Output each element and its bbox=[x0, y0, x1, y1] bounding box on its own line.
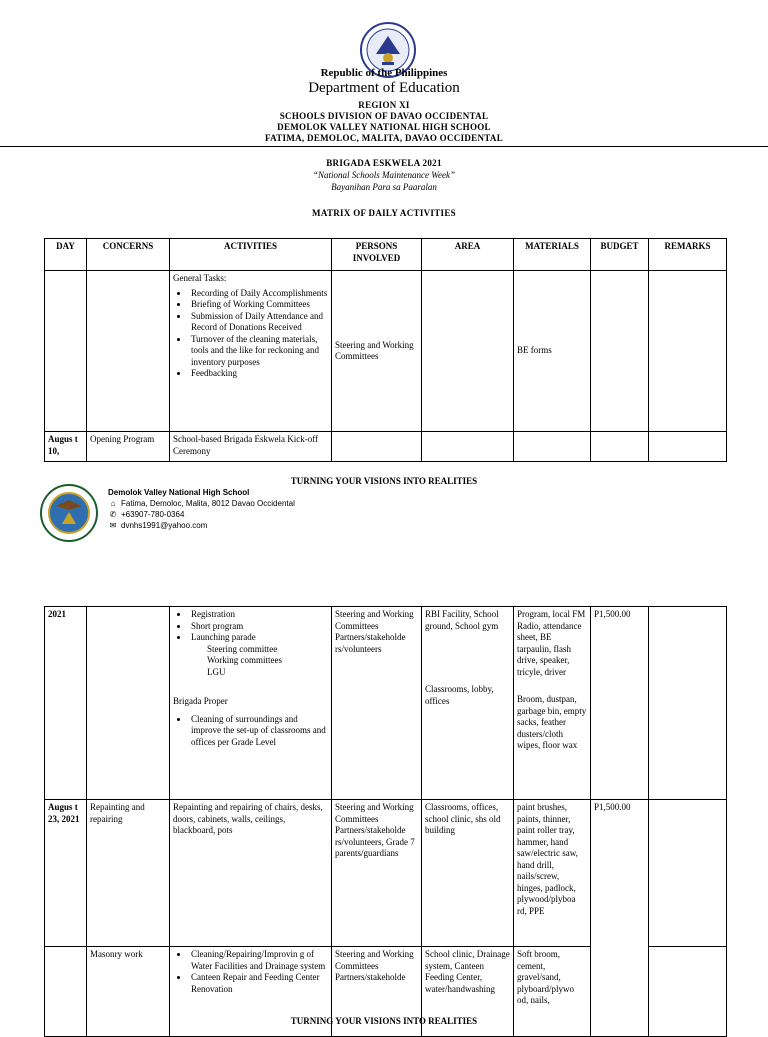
header-divider bbox=[0, 146, 768, 147]
cell-day: Augus t 10, bbox=[45, 432, 87, 462]
address-heading: FATIMA, DEMOLOC, MALITA, DAVAO OCCIDENTAL bbox=[264, 133, 504, 143]
col-materials: MATERIALS bbox=[514, 239, 591, 271]
cell-persons: Steering and Working Committees Partners/stakeholde bbox=[332, 947, 422, 1037]
col-day: DAY bbox=[45, 239, 87, 271]
cell-budget bbox=[591, 271, 649, 432]
cell-area bbox=[422, 432, 514, 462]
cell-materials: Soft broom, cement, gravel/sand, plyboard/plywo od, nails, bbox=[514, 947, 591, 1037]
phone-icon: ✆ bbox=[109, 510, 117, 519]
list-item: • Canteen Repair and Feeding Center Renovation bbox=[189, 972, 328, 995]
table-row bbox=[45, 800, 727, 947]
cell-budget: P1,500.00 bbox=[591, 607, 649, 800]
cell-day bbox=[45, 271, 87, 432]
activities-table-page1 bbox=[44, 238, 727, 462]
department-heading: Department of Education bbox=[308, 80, 460, 96]
list-item: • Briefing of Working Committees bbox=[189, 299, 328, 311]
col-persons: PERSONS INVOLVED bbox=[332, 239, 422, 271]
table-header-row bbox=[45, 239, 727, 271]
cell-persons: Steering and Working Committees bbox=[332, 271, 422, 432]
table-row bbox=[45, 432, 727, 462]
footer-email-text: dvnhs1991@yahoo.com bbox=[121, 521, 208, 530]
cell-persons: Steering and Working Committees Partners/stakeholde rs/volunteers, Grade 7 parents/guardians bbox=[332, 800, 422, 947]
footer-phone bbox=[108, 510, 184, 519]
committee-line: Steering committee bbox=[207, 643, 278, 654]
cell-remarks bbox=[649, 800, 727, 947]
cell-persons bbox=[332, 432, 422, 462]
republic-heading: Republic of the Philippines bbox=[320, 67, 448, 79]
committee-line: Working committees bbox=[207, 655, 283, 665]
list-item: • Recording of Daily Accomplishments bbox=[189, 288, 328, 300]
list-item: • Feedbacking bbox=[189, 368, 328, 380]
footer-email bbox=[108, 521, 207, 530]
cell-materials: BE forms bbox=[514, 271, 591, 432]
footer-tagline-page2: TURNING YOUR VISIONS INTO REALITIES bbox=[290, 1016, 478, 1026]
cell-area bbox=[422, 607, 514, 800]
list-item: • Launching parade bbox=[189, 632, 328, 644]
list-item: • Cleaning of surroundings and improve the set-up of classrooms and offices per Grade Level bbox=[189, 714, 328, 749]
mail-icon: ✉ bbox=[109, 521, 117, 530]
col-remarks: REMARKS bbox=[649, 239, 727, 271]
footer-phone-text: +63907-780-0364 bbox=[121, 510, 185, 519]
area-text: RBI Facility, School ground, School gym bbox=[425, 609, 499, 631]
masonry-list bbox=[173, 949, 328, 995]
footer-address bbox=[108, 499, 295, 508]
cell-activities bbox=[170, 607, 332, 800]
general-tasks-list bbox=[173, 288, 328, 380]
cell-budget bbox=[591, 432, 649, 462]
list-item: • Registration bbox=[189, 609, 328, 621]
footer-school-name: Demolok Valley National High School bbox=[108, 488, 250, 497]
general-tasks-label: General Tasks: bbox=[173, 273, 227, 283]
cell-materials bbox=[514, 607, 591, 800]
materials-text: Broom, dustpan, garbage bin, empty sacks, feather dusters/cloth wipes, floor wax bbox=[517, 694, 587, 750]
footer-tagline: TURNING YOUR VISIONS INTO REALITIES bbox=[290, 476, 478, 486]
cell-activities: Repainting and repairing of chairs, desks, doors, cabinets, walls, ceilings, blackboard, pots bbox=[170, 800, 332, 947]
cell-activities bbox=[170, 271, 332, 432]
cell-persons: Steering and Working Committees Partners/stakeholde rs/volunteers bbox=[332, 607, 422, 800]
school-logo bbox=[40, 484, 98, 542]
area-text: Classrooms, lobby, offices bbox=[425, 684, 494, 706]
cell-budget: P1,500.00 bbox=[591, 800, 649, 1037]
col-budget: BUDGET bbox=[591, 239, 649, 271]
list-item: • Cleaning/Repairing/Improvin g of Water Facilities and Drainage system bbox=[189, 949, 328, 972]
col-area: AREA bbox=[422, 239, 514, 271]
brigada-tagline: Bayanihan Para sa Paaralan bbox=[331, 182, 437, 192]
list-item: • Submission of Daily Attendance and Record of Donations Received bbox=[189, 311, 328, 334]
cell-area: Classrooms, offices, school clinic, shs old building bbox=[422, 800, 514, 947]
brigada-title: BRIGADA ESKWELA 2021 bbox=[326, 158, 442, 168]
cell-materials bbox=[514, 432, 591, 462]
brigada-subtitle: “National Schools Maintenance Week” bbox=[313, 170, 455, 180]
opening-activities-list bbox=[173, 609, 328, 644]
list-item: • Short program bbox=[189, 621, 328, 633]
table-row bbox=[45, 271, 727, 432]
activities-table-page2 bbox=[44, 606, 727, 1037]
school-heading: DEMOLOK VALLEY NATIONAL HIGH SCHOOL bbox=[277, 122, 491, 132]
cell-concerns bbox=[87, 607, 170, 800]
brigada-proper-label: Brigada Proper bbox=[173, 696, 228, 706]
cell-remarks bbox=[649, 271, 727, 432]
table-row bbox=[45, 607, 727, 800]
cell-remarks bbox=[649, 432, 727, 462]
footer-address-text: Fatima, Demoloc, Malita, 8012 Davao Occidental bbox=[121, 499, 295, 508]
cell-day: 2021 bbox=[45, 607, 87, 800]
region-heading: REGION XI bbox=[358, 100, 410, 110]
cell-concerns: Repainting and repairing bbox=[87, 800, 170, 947]
col-concerns: CONCERNS bbox=[87, 239, 170, 271]
cell-concerns: Opening Program bbox=[87, 432, 170, 462]
materials-text: Program, local FM Radio, attendance sheet, BE tarpaulin, flash drive, speaker, tricyle, driver bbox=[517, 609, 586, 677]
home-icon: ⌂ bbox=[110, 499, 116, 508]
cell-area: School clinic, Drainage system, Canteen Feeding Center, water/handwashing bbox=[422, 947, 514, 1037]
cell-materials: paint brushes, paints, thinner, paint roller tray, hammer, hand saw/electric saw, hand drill, nails/screw, hinges, padlock, plywood/plyboa rd, PPE bbox=[514, 800, 591, 947]
cell-remarks bbox=[649, 607, 727, 800]
col-activities: ACTIVITIES bbox=[170, 239, 332, 271]
cell-day: Augus t 23, 2021 bbox=[45, 800, 87, 947]
matrix-title: MATRIX OF DAILY ACTIVITIES bbox=[312, 208, 456, 218]
committee-line: LGU bbox=[207, 666, 226, 677]
cell-area bbox=[422, 271, 514, 432]
division-heading: SCHOOLS DIVISION OF DAVAO OCCIDENTAL bbox=[279, 111, 489, 121]
cell-concerns: Masonry work bbox=[87, 947, 170, 1037]
list-item: • Turnover of the cleaning materials, tools and the like for reckoning and inventory purposes bbox=[189, 334, 328, 369]
cell-activities: School-based Brigada Eskwela Kick-off Ceremony bbox=[170, 432, 332, 462]
cell-concerns bbox=[87, 271, 170, 432]
brigada-proper-list bbox=[173, 714, 328, 749]
